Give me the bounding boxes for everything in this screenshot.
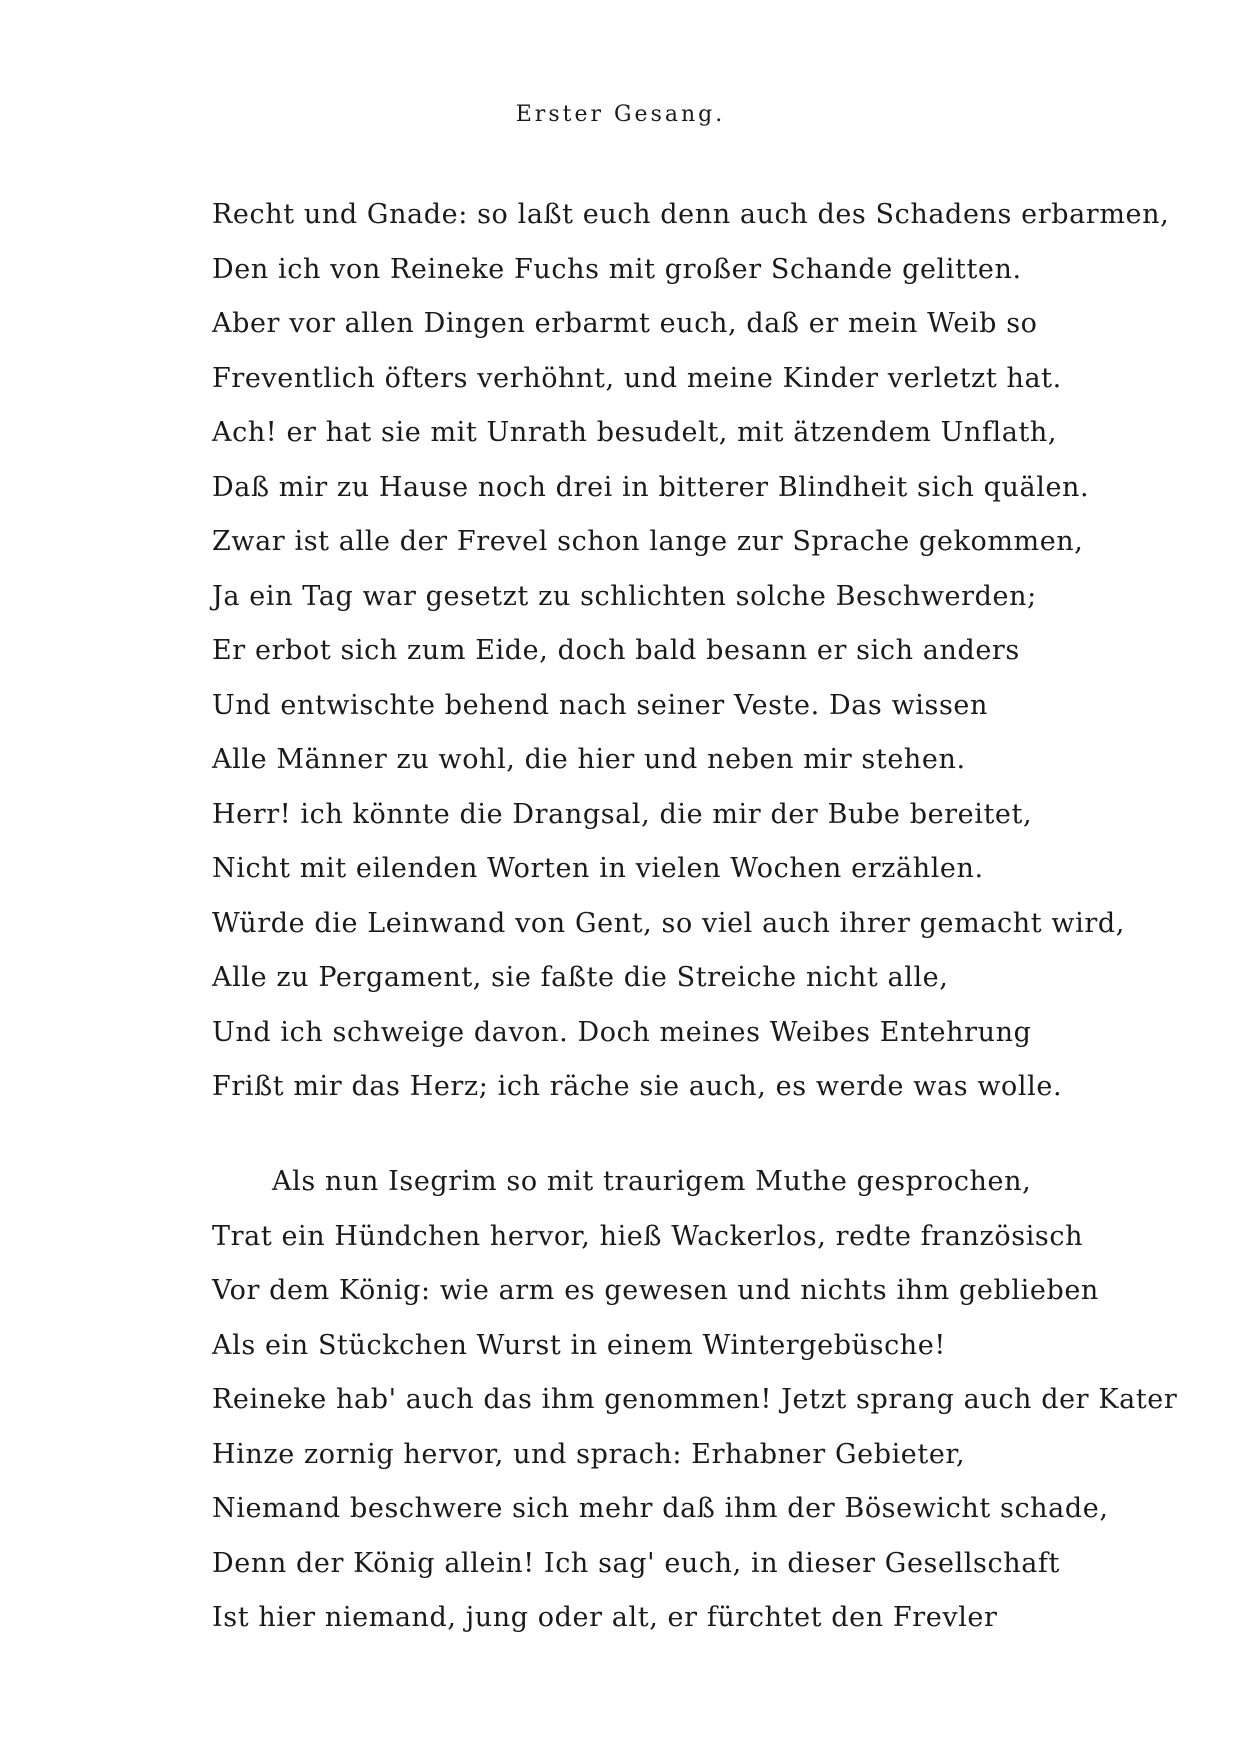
verse-line: Reineke hab' auch das ihm genommen! Jetzt sprang auch der Kater — [212, 1384, 1178, 1415]
verse-line: Niemand beschwere sich mehr daß ihm der Bösewicht schade, — [212, 1493, 1109, 1524]
verse-line: Nicht mit eilenden Worten in vielen Wochen erzählen. — [212, 853, 984, 884]
verse-line-indented: Als nun Isegrim so mit traurigem Muthe gesprochen, — [272, 1166, 1032, 1197]
stanza-2 — [212, 1155, 1177, 1646]
verse-line: Daß mir zu Hause noch drei in bitterer Blindheit sich quälen. — [212, 471, 1090, 503]
verse-line: Zwar ist alle der Frevel schon lange zur Sprache gekommen, — [212, 526, 1084, 557]
stanza-1 — [212, 188, 1169, 1115]
verse-line: Alle Männer zu wohl, die hier und neben mir stehen. — [212, 744, 966, 775]
verse-line: Er erbot sich zum Eide, doch bald besann er sich anders — [212, 635, 1020, 666]
verse-line: Vor dem König: wie arm es gewesen und nichts ihm geblieben — [212, 1275, 1099, 1306]
verse-line: Recht und Gnade: so laßt euch denn auch des Schadens erbarmen, — [212, 199, 1170, 230]
verse-line: Den ich von Reineke Fuchs mit großer Schande gelitten. — [212, 253, 1022, 285]
verse-line: Und ich schweige davon. Doch meines Weibes Entehrung — [212, 1016, 1032, 1048]
verse-line: Hinze zornig hervor, und sprach: Erhabner Gebieter, — [212, 1438, 966, 1470]
verse-line: Ja ein Tag war gesetzt zu schlichten solche Beschwerden; — [212, 580, 1037, 612]
verse-line: Freventlich öfters verhöhnt, und meine Kinder verletzt hat. — [212, 362, 1062, 394]
verse-line: Herr! ich könnte die Drangsal, die mir der Bube bereitet, — [212, 798, 1033, 830]
verse-line: Trat ein Hündchen hervor, hieß Wackerlos, redte französisch — [212, 1220, 1084, 1252]
verse-line: Denn der König allein! Ich sag' euch, in dieser Gesellschaft — [212, 1547, 1060, 1579]
verse-line: Würde die Leinwand von Gent, so viel auch ihrer gemacht wird, — [212, 907, 1125, 939]
verse-line: Frißt mir das Herz; ich räche sie auch, es werde was wolle. — [212, 1071, 1063, 1102]
verse-line: Aber vor allen Dingen erbarmt euch, daß er mein Weib so — [212, 308, 1038, 339]
verse-line: Ist hier niemand, jung oder alt, er fürchtet den Frevler — [212, 1602, 998, 1633]
verse-line: Ach! er hat sie mit Unrath besudelt, mit ätzendem Unflath, — [212, 417, 1058, 448]
verse-line: Und entwischte behend nach seiner Veste. Das wissen — [212, 689, 988, 721]
page-header: Erster Gesang. — [515, 102, 726, 127]
verse-line: Alle zu Pergament, sie faßte die Streiche nicht alle, — [212, 962, 949, 993]
verse-line: Als ein Stückchen Wurst in einem Wintergebüsche! — [212, 1329, 946, 1361]
